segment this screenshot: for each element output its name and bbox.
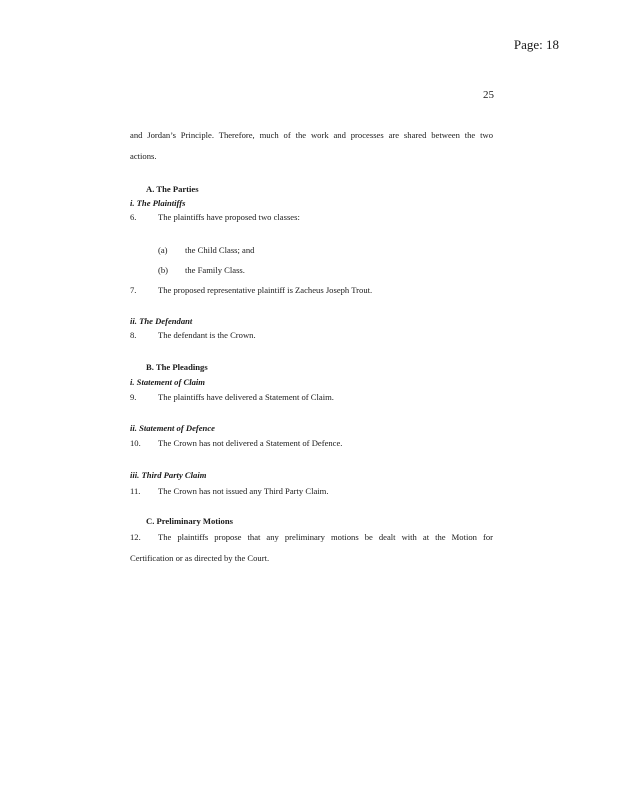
paragraph-11-number: 11. bbox=[130, 486, 141, 496]
paragraph-12-text: The plaintiffs propose that any preliminary motions be dealt with at the Motion for bbox=[158, 532, 493, 542]
paragraph-7-number: 7. bbox=[130, 285, 137, 295]
section-b-sub-iii: iii. Third Party Claim bbox=[130, 470, 207, 480]
page-number: 25 bbox=[483, 89, 494, 101]
section-a-heading: A. The Parties bbox=[146, 184, 199, 194]
section-c-heading: C. Preliminary Motions bbox=[146, 516, 233, 526]
paragraph-6-text: The plaintiffs have proposed two classes: bbox=[158, 212, 300, 222]
section-b-sub-ii: ii. Statement of Defence bbox=[130, 423, 215, 433]
paragraph-10-text: The Crown has not delivered a Statement of Defence. bbox=[158, 438, 343, 448]
paragraph-11-text: The Crown has not issued any Third Party Claim. bbox=[158, 486, 329, 496]
paragraph-10-number: 10. bbox=[130, 438, 141, 448]
item-b-text: the Family Class. bbox=[185, 265, 245, 275]
paragraph-6-number: 6. bbox=[130, 212, 137, 222]
paragraph-9-number: 9. bbox=[130, 392, 137, 402]
intro-text-1: and Jordan’s Principle. Therefore, much of the work and processes are shared between the two bbox=[130, 130, 493, 140]
section-a-sub-ii: ii. The Defendant bbox=[130, 316, 193, 326]
section-b-sub-i: i. Statement of Claim bbox=[130, 377, 205, 387]
paragraph-9-text: The plaintiffs have delivered a Statement of Claim. bbox=[158, 392, 334, 402]
paragraph-12-number: 12. bbox=[130, 532, 141, 542]
paragraph-8-text: The defendant is the Crown. bbox=[158, 330, 256, 340]
item-a-text: the Child Class; and bbox=[185, 245, 255, 255]
paragraph-12-continuation: Certification or as directed by the Court. bbox=[130, 553, 270, 563]
paragraph-7-text: The proposed representative plaintiff is Zacheus Joseph Trout. bbox=[158, 285, 373, 295]
section-a-sub-i: i. The Plaintiffs bbox=[130, 198, 186, 208]
paragraph-8-number: 8. bbox=[130, 330, 137, 340]
item-b-marker: (b) bbox=[158, 265, 169, 275]
page-label: Page: 18 bbox=[513, 37, 559, 52]
item-a-marker: (a) bbox=[158, 245, 168, 255]
intro-line-2: actions. bbox=[130, 151, 157, 161]
section-b-heading: B. The Pleadings bbox=[146, 362, 208, 372]
